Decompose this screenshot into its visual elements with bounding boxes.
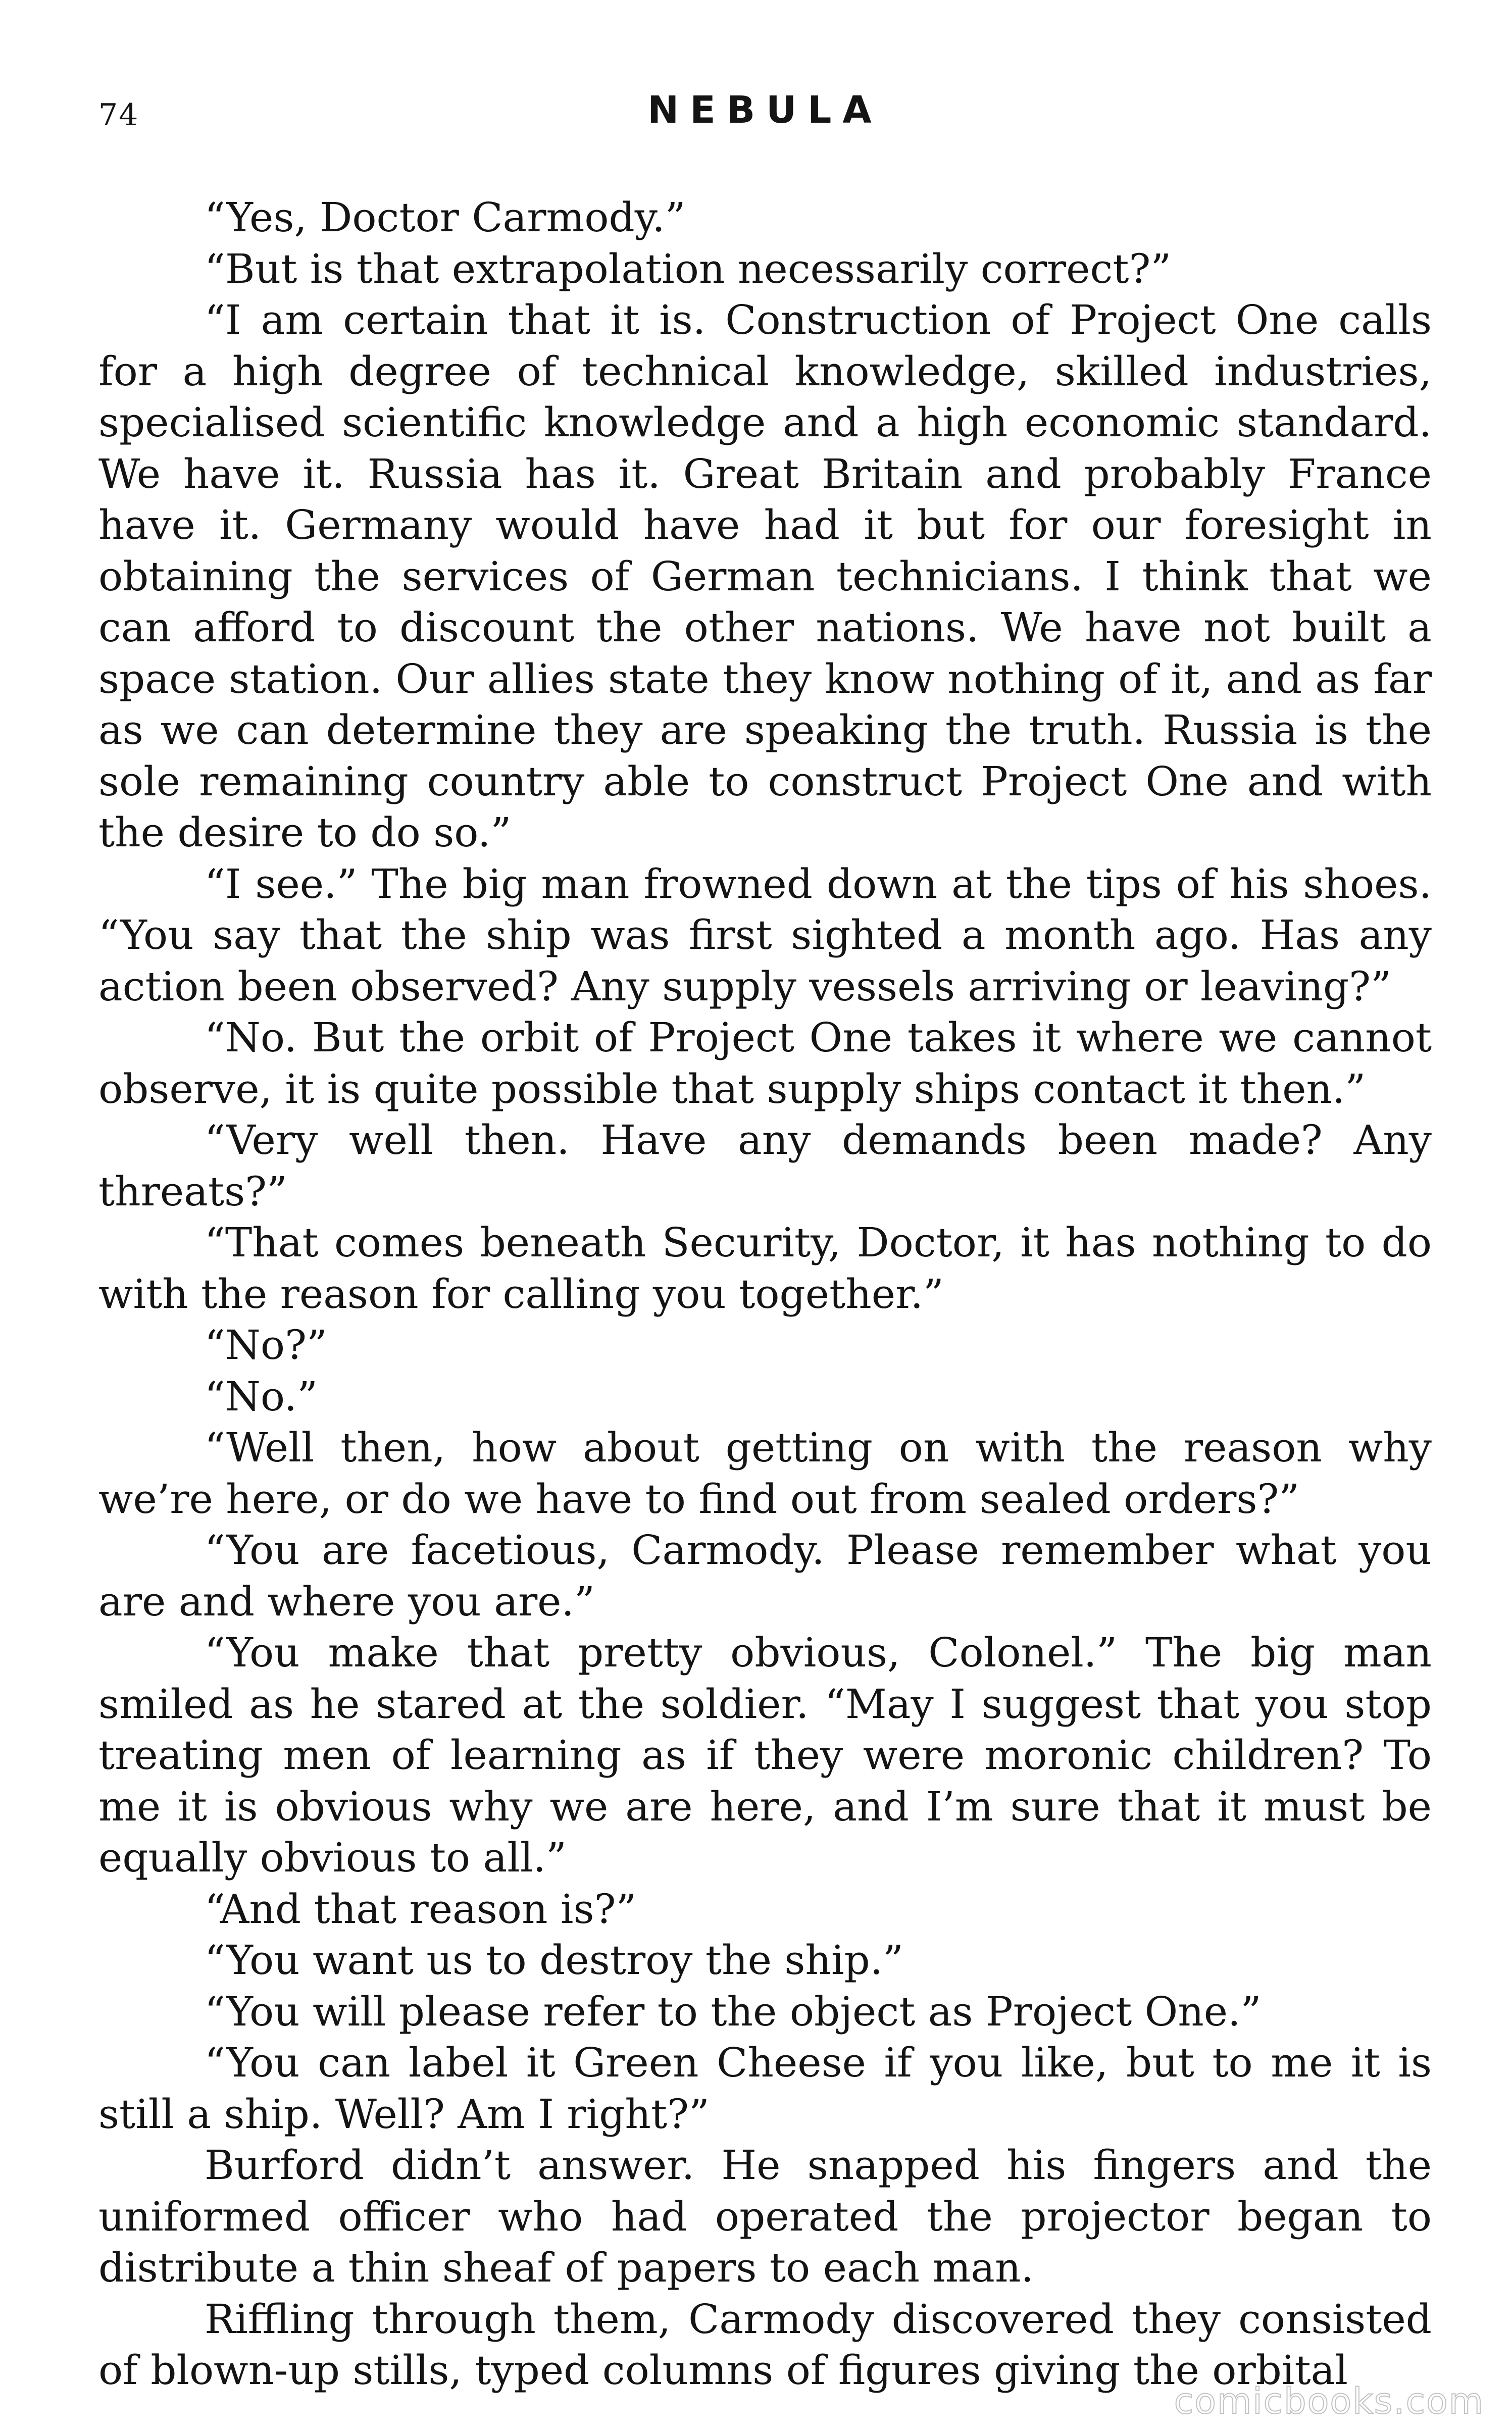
paragraph: “I am certain that it is. Construction of Project One calls for a high degree of technical knowledge, skilled industries, specialised scientific knowledge and a high economic standard. We have it. Russia has it. Great Britain and probably France have it. Germany would have had it but for our foresight in obtaining the services of German technicians. I think that we can afford to discount the other nations. We have not built a space station. Our allies state they know nothing of it, and as far as we can determine they are speaking the truth. Russia is the sole remaining country able to construct Project One and with the desire to do so.” xyxy=(98,296,1432,856)
paragraph: Riffling through them, Carmody discovered they consisted of blown-up stills, typed columns of figures giving the orbital xyxy=(98,2295,1432,2394)
paragraph: “I see.” The big man frowned down at the tips of his shoes. “You say that the ship was first sighted a month ago. Has any action been observed? Any supply vessels arriving or leaving?” xyxy=(98,860,1432,1010)
watermark: comicbooks.com xyxy=(1174,2380,1484,2422)
paragraph: “No.” xyxy=(205,1373,318,1420)
body-text xyxy=(98,192,1432,2396)
paragraph: “You will please refer to the object as Project One.” xyxy=(205,1988,1262,2035)
page-header xyxy=(98,88,1432,144)
paragraph: “But is that extrapolation necessarily correct?” xyxy=(205,245,1172,292)
paragraph: “You want us to destroy the ship.” xyxy=(205,1937,904,1984)
paragraph: “No. But the orbit of Project One takes it where we cannot observe, it is quite possible that supply ships contact it then.” xyxy=(98,1014,1432,1112)
page-number: 74 xyxy=(98,97,139,133)
paragraph: Burford didn’t answer. He snapped his fingers and the uniformed officer who had operated the projector began to distribute a thin sheaf of papers to each man. xyxy=(98,2142,1432,2291)
paragraph: “That comes beneath Security, Doctor, it has nothing to do with the reason for calling you together.” xyxy=(98,1219,1432,1318)
paragraph: “No?” xyxy=(205,1322,327,1369)
paragraph: “You can label it Green Cheese if you like, but to me it is still a ship. Well? Am I right?” xyxy=(98,2039,1432,2138)
paragraph: “Well then, how about getting on with the reason why we’re here, or do we have to find out from sealed orders?” xyxy=(98,1424,1432,1523)
paragraph: “Very well then. Have any demands been made? Any threats?” xyxy=(98,1117,1432,1215)
paragraph: “Yes, Doctor Carmody.” xyxy=(205,194,686,241)
paragraph: “You are facetious, Carmody. Please remember what you are and where you are.” xyxy=(98,1527,1432,1625)
paragraph: “You make that pretty obvious, Colonel.” The big man smiled as he stared at the soldier. “May I suggest that you stop treating men of learning as if they were moronic children? To me it is obvious why we are here, and I’m sure that it must be equally obvious to all.” xyxy=(98,1629,1432,1881)
running-title: NEBULA xyxy=(647,88,883,132)
paragraph: “And that reason is?” xyxy=(205,1885,637,1933)
